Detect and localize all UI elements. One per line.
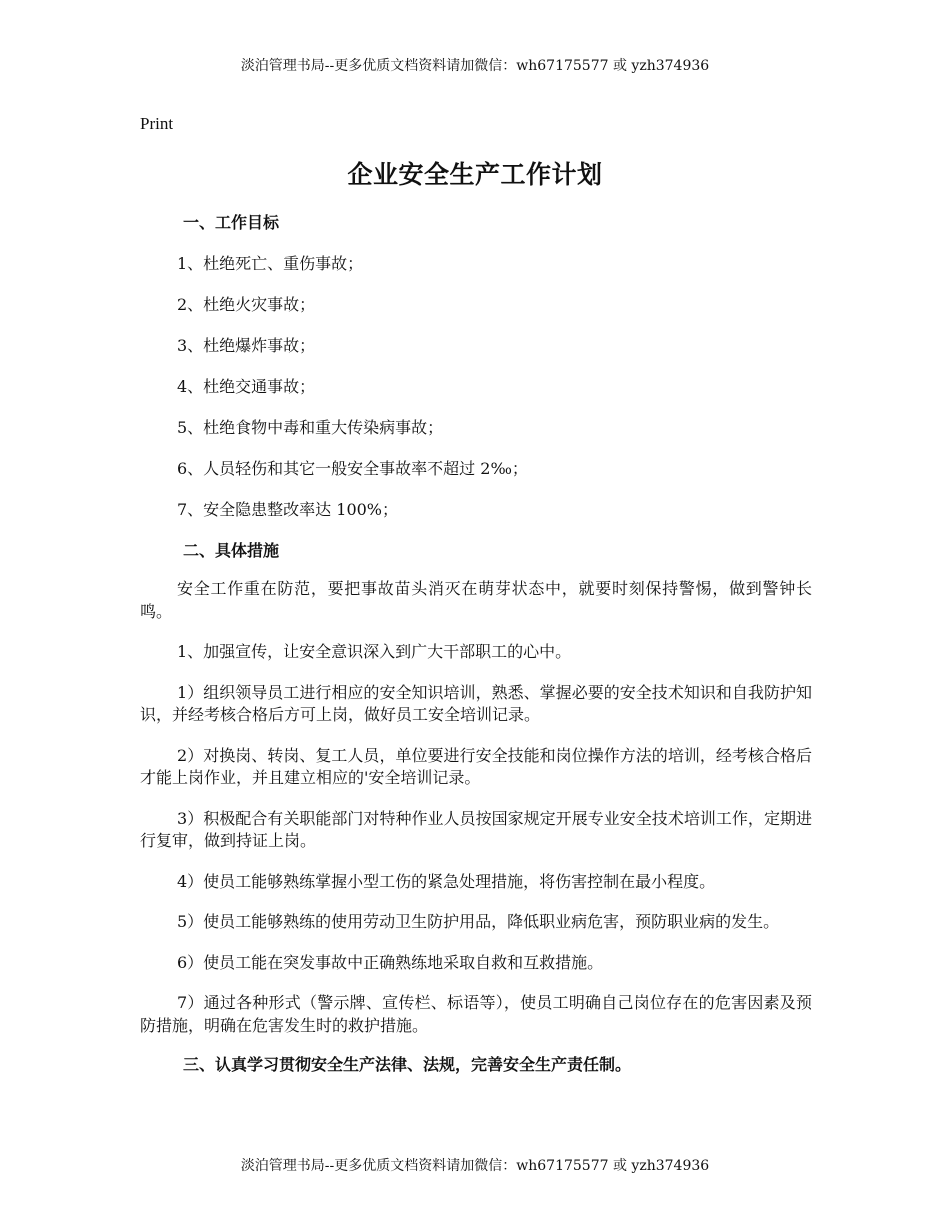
print-label: Print: [140, 114, 174, 133]
measure-point: 3）积极配合有关职能部门对特种作业人员按国家规定开展专业安全技术培训工作，定期进行复审，做到持证上岗。: [140, 808, 812, 850]
section-heading-goals: 一、工作目标: [183, 213, 280, 232]
page-header: 淡泊管理书局--更多优质文档资料请加微信：wh67175577 或 yzh374936: [240, 58, 710, 74]
goal-item: 4、杜绝交通事故；: [177, 377, 316, 396]
measure-point: 5）使员工能够熟练的使用劳动卫生防护用品，降低职业病危害，预防职业病的发生。: [177, 912, 780, 931]
section-heading-measures: 二、具体措施: [183, 541, 280, 560]
goal-item: 6、人员轻伤和其它一般安全事故率不超过 2‰；: [177, 459, 528, 478]
measure-point: 2）对换岗、转岗、复工人员，单位要进行安全技能和岗位操作方法的培训，经考核合格后才能上岗作业，并且建立相应的'安全培训记录。: [140, 745, 812, 787]
goal-item: 1、杜绝死亡、重伤事故；: [177, 254, 364, 273]
document-body: [140, 212, 812, 1076]
document-title: 企业安全生产工作计划: [347, 160, 603, 189]
measures-intro: 安全工作重在防范，要把事故苗头消灭在萌芽状态中，就要时刻保持警惕，做到警钟长鸣。: [140, 579, 812, 621]
measure-point: 6）使员工能在突发事故中正确熟练地采取自救和互救措施。: [177, 952, 604, 972]
measure-point: 1）组织领导员工进行相应的安全知识培训，熟悉、掌握必要的安全技术知识和自我防护知识，并经考核合格后方可上岗，做好员工安全培训记录。: [140, 682, 812, 724]
goal-item: 5、杜绝食物中毒和重大传染病事故；: [177, 418, 444, 437]
goal-item: 7、安全隐患整改率达 100%；: [177, 500, 399, 519]
goal-item: 2、杜绝火灾事故；: [177, 295, 316, 314]
measure-subheading: 1、加强宣传，让安全意识深入到广大干部职工的心中。: [177, 642, 572, 661]
measure-point: 4）使员工能够熟练掌握小型工伤的紧急处理措施，将伤害控制在最小程度。: [177, 871, 716, 891]
section-heading-laws: 三、认真学习贯彻安全生产法律、法规，完善安全生产责任制。: [183, 1055, 632, 1074]
measure-point: 7）通过各种形式（警示牌、宣传栏、标语等），使员工明确自己岗位存在的危害因素及预防措施，明确在危害发生时的救护措施。: [140, 993, 812, 1035]
page-footer: 淡泊管理书局--更多优质文档资料请加微信：wh67175577 或 yzh374936: [240, 1158, 710, 1174]
goal-item: 3、杜绝爆炸事故；: [177, 336, 316, 355]
